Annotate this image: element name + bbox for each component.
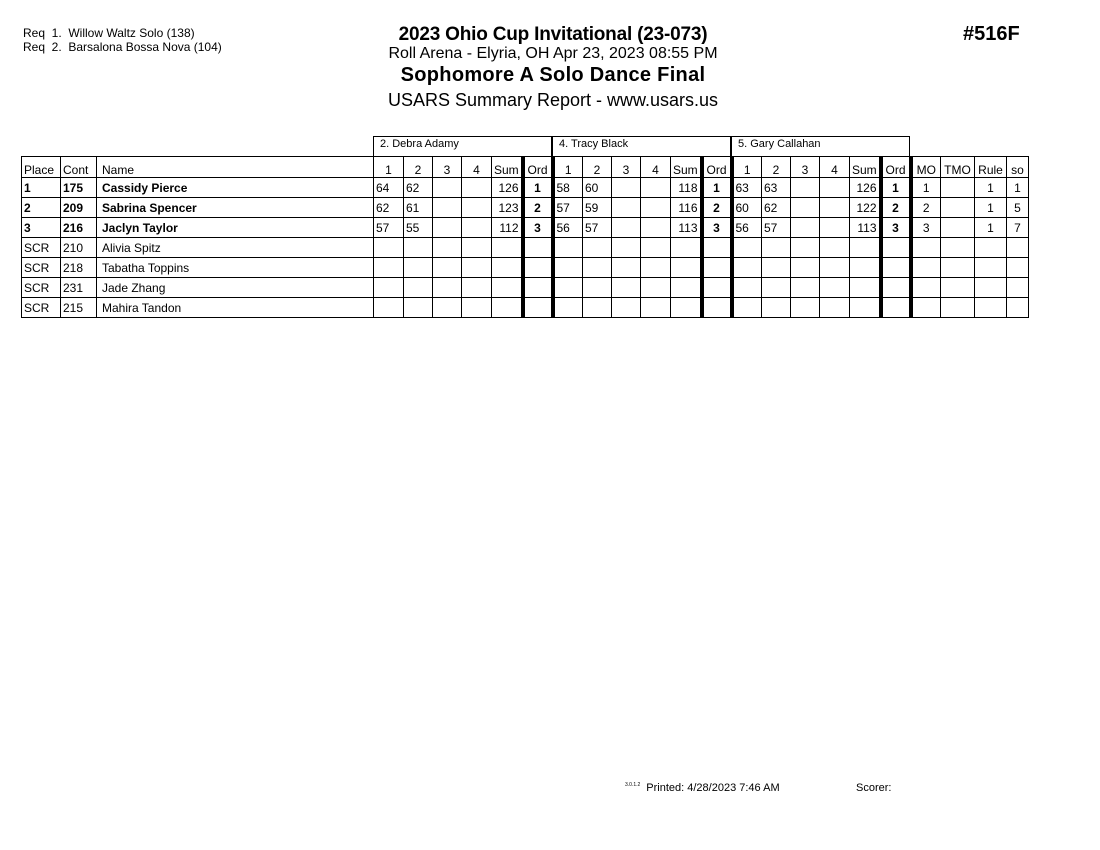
judge-headers [373, 136, 910, 156]
score-cell: 57 [762, 218, 791, 238]
score-cell [433, 238, 462, 258]
venue-datetime: Roll Arena - Elyria, OH Apr 23, 2023 08:55 PM [388, 45, 718, 62]
col-header-place: Place [22, 157, 61, 178]
skater-name-cell: Jade Zhang [97, 278, 374, 298]
score-cell [641, 298, 671, 318]
score-cell [791, 198, 820, 218]
score-cell [791, 178, 820, 198]
contestant-number-cell: 218 [61, 258, 97, 278]
score-cell: 56 [732, 218, 762, 238]
ordinal-cell: 1 [523, 178, 553, 198]
requirements-list [23, 26, 222, 54]
score-cell: 63 [732, 178, 762, 198]
col-header-score: 3 [433, 157, 462, 178]
ordinal-cell: 2 [702, 198, 732, 218]
mo-cell [911, 278, 941, 298]
score-cell: 61 [404, 198, 433, 218]
sum-cell [492, 258, 523, 278]
ordinal-cell: 2 [523, 198, 553, 218]
rule-cell [975, 298, 1007, 318]
requirement-1: Req 1. Willow Waltz Solo (138) [23, 26, 195, 40]
skater-name-cell: Mahira Tandon [97, 298, 374, 318]
score-cell [732, 298, 762, 318]
scorer-label: Scorer: [856, 782, 892, 794]
requirement-2: Req 2. Barsalona Bossa Nova (104) [23, 40, 222, 54]
ordinal-cell [881, 258, 911, 278]
score-cell [583, 298, 612, 318]
sum-cell: 123 [492, 198, 523, 218]
score-cell [762, 238, 791, 258]
judge-header-3: 5. Gary Callahan [731, 136, 910, 156]
table-row [22, 178, 1029, 198]
contestant-number-cell: 175 [61, 178, 97, 198]
version-mark: 3.0.1.2 [625, 782, 641, 789]
report-title: USARS Summary Report - www.usars.us [387, 90, 719, 110]
score-cell: 59 [583, 198, 612, 218]
place-cell: 2 [22, 198, 61, 218]
score-cell [820, 278, 850, 298]
score-cell [791, 258, 820, 278]
sum-cell: 118 [671, 178, 702, 198]
col-header-sum: Sum [850, 157, 881, 178]
ordinal-cell [523, 298, 553, 318]
ordinal-cell [523, 238, 553, 258]
col-header-score: 2 [583, 157, 612, 178]
score-cell [462, 278, 492, 298]
sum-cell [671, 258, 702, 278]
score-cell [374, 258, 404, 278]
score-cell [612, 298, 641, 318]
score-cell [433, 258, 462, 278]
col-header-score: 1 [732, 157, 762, 178]
col-header-score: 1 [374, 157, 404, 178]
score-cell [762, 278, 791, 298]
score-cell [641, 218, 671, 238]
score-cell [553, 238, 583, 258]
score-cell [641, 238, 671, 258]
sum-cell [492, 298, 523, 318]
score-cell [820, 258, 850, 278]
tmo-cell [941, 238, 975, 258]
sum-cell: 113 [850, 218, 881, 238]
place-cell: SCR [22, 278, 61, 298]
score-cell [820, 238, 850, 258]
score-cell [641, 278, 671, 298]
sum-cell: 126 [492, 178, 523, 198]
col-header-rule: Rule [975, 157, 1007, 178]
col-header-sum: Sum [671, 157, 702, 178]
score-cell [374, 238, 404, 258]
score-cell: 62 [374, 198, 404, 218]
tmo-cell [941, 178, 975, 198]
table-row [22, 278, 1029, 298]
printed-date: Printed: 4/28/2023 7:46 AM [646, 782, 780, 794]
score-cell [433, 218, 462, 238]
score-cell: 57 [374, 218, 404, 238]
sum-cell [850, 278, 881, 298]
ordinal-cell [523, 278, 553, 298]
score-cell: 60 [583, 178, 612, 198]
score-cell: 56 [553, 218, 583, 238]
score-cell [553, 278, 583, 298]
col-header-name: Name [97, 157, 374, 178]
score-cell [553, 258, 583, 278]
sum-cell [671, 278, 702, 298]
score-cell [612, 218, 641, 238]
score-cell [732, 258, 762, 278]
score-cell [612, 178, 641, 198]
printed-info [625, 782, 780, 794]
table-row [22, 238, 1029, 258]
contestant-number-cell: 210 [61, 238, 97, 258]
score-cell [820, 198, 850, 218]
score-cell [820, 298, 850, 318]
tmo-cell [941, 258, 975, 278]
score-cell [732, 238, 762, 258]
skater-name-cell: Alivia Spitz [97, 238, 374, 258]
skater-name-cell: Cassidy Pierce [97, 178, 374, 198]
score-cell [762, 298, 791, 318]
score-cell [820, 178, 850, 198]
score-cell [462, 238, 492, 258]
score-cell [612, 198, 641, 218]
ordinal-cell [702, 238, 732, 258]
contestant-number-cell: 216 [61, 218, 97, 238]
score-cell [433, 198, 462, 218]
score-cell: 55 [404, 218, 433, 238]
sum-cell [671, 238, 702, 258]
table-row [22, 218, 1029, 238]
score-cell [612, 258, 641, 278]
sum-cell [850, 298, 881, 318]
skater-name-cell: Jaclyn Taylor [97, 218, 374, 238]
score-cell [791, 218, 820, 238]
score-cell [462, 178, 492, 198]
so-cell: 7 [1007, 218, 1029, 238]
judge-header-1: 2. Debra Adamy [373, 136, 552, 156]
sum-cell: 116 [671, 198, 702, 218]
mo-cell: 3 [911, 218, 941, 238]
contestant-number-cell: 231 [61, 278, 97, 298]
place-cell: 1 [22, 178, 61, 198]
mo-cell [911, 238, 941, 258]
sum-cell [850, 238, 881, 258]
ordinal-cell [702, 258, 732, 278]
score-cell: 60 [732, 198, 762, 218]
place-cell: SCR [22, 238, 61, 258]
rule-cell: 1 [975, 218, 1007, 238]
col-header-score: 3 [791, 157, 820, 178]
score-cell [433, 178, 462, 198]
score-cell: 58 [553, 178, 583, 198]
so-cell [1007, 278, 1029, 298]
score-cell [762, 258, 791, 278]
col-header-ord: Ord [523, 157, 553, 178]
sum-cell [850, 258, 881, 278]
ordinal-cell [702, 278, 732, 298]
score-cell [553, 298, 583, 318]
score-cell [791, 298, 820, 318]
score-cell: 63 [762, 178, 791, 198]
score-cell [732, 278, 762, 298]
score-cell [404, 238, 433, 258]
col-header-score: 4 [641, 157, 671, 178]
rule-cell [975, 238, 1007, 258]
score-cell [583, 258, 612, 278]
tmo-cell [941, 218, 975, 238]
col-header-sum: Sum [492, 157, 523, 178]
col-header-score: 1 [553, 157, 583, 178]
score-cell [462, 218, 492, 238]
sum-cell [671, 298, 702, 318]
score-cell [791, 238, 820, 258]
tmo-cell [941, 298, 975, 318]
sum-cell [492, 278, 523, 298]
col-header-ord: Ord [702, 157, 732, 178]
judge-header-2: 4. Tracy Black [552, 136, 731, 156]
col-header-score: 3 [612, 157, 641, 178]
score-cell [404, 258, 433, 278]
col-header-score: 4 [820, 157, 850, 178]
score-cell [462, 258, 492, 278]
rule-cell [975, 278, 1007, 298]
score-cell [433, 298, 462, 318]
rule-cell: 1 [975, 178, 1007, 198]
contestant-number-cell: 209 [61, 198, 97, 218]
mo-cell: 1 [911, 178, 941, 198]
ordinal-cell [881, 298, 911, 318]
skater-name-cell: Tabatha Toppins [97, 258, 374, 278]
score-cell [374, 278, 404, 298]
competition-title: 2023 Ohio Cup Invitational (23-073) [398, 24, 708, 45]
col-header-score: 2 [404, 157, 433, 178]
score-cell: 62 [762, 198, 791, 218]
rule-cell [975, 258, 1007, 278]
place-cell: 3 [22, 218, 61, 238]
score-cell [433, 278, 462, 298]
event-title: Sophomore A Solo Dance Final [400, 64, 706, 86]
table-header-row [22, 157, 1029, 178]
skater-name-cell: Sabrina Spencer [97, 198, 374, 218]
rule-cell: 1 [975, 198, 1007, 218]
tmo-cell [941, 278, 975, 298]
col-header-tmo: TMO [941, 157, 975, 178]
score-cell [791, 278, 820, 298]
ordinal-cell: 1 [702, 178, 732, 198]
sum-cell: 122 [850, 198, 881, 218]
ordinal-cell [702, 298, 732, 318]
score-cell [583, 238, 612, 258]
mo-cell [911, 258, 941, 278]
sum-cell [492, 238, 523, 258]
place-cell: SCR [22, 258, 61, 278]
ordinal-cell [881, 278, 911, 298]
col-header-cont: Cont [61, 157, 97, 178]
event-number: #516F [963, 23, 1020, 45]
ordinal-cell: 3 [523, 218, 553, 238]
score-cell [462, 298, 492, 318]
col-header-ord: Ord [881, 157, 911, 178]
table-row [22, 298, 1029, 318]
mo-cell: 2 [911, 198, 941, 218]
score-cell [404, 298, 433, 318]
sum-cell: 126 [850, 178, 881, 198]
ordinal-cell: 1 [881, 178, 911, 198]
ordinal-cell [881, 238, 911, 258]
score-cell: 57 [553, 198, 583, 218]
so-cell [1007, 258, 1029, 278]
contestant-number-cell: 215 [61, 298, 97, 318]
score-cell [583, 278, 612, 298]
ordinal-cell: 3 [881, 218, 911, 238]
score-cell: 64 [374, 178, 404, 198]
mo-cell [911, 298, 941, 318]
tmo-cell [941, 198, 975, 218]
ordinal-cell [523, 258, 553, 278]
so-cell [1007, 238, 1029, 258]
table-row [22, 258, 1029, 278]
score-cell [641, 198, 671, 218]
ordinal-cell: 2 [881, 198, 911, 218]
col-header-score: 4 [462, 157, 492, 178]
score-cell [612, 238, 641, 258]
score-cell [820, 218, 850, 238]
score-cell [462, 198, 492, 218]
so-cell [1007, 298, 1029, 318]
score-cell: 62 [404, 178, 433, 198]
ordinal-cell: 3 [702, 218, 732, 238]
sum-cell: 112 [492, 218, 523, 238]
score-cell: 57 [583, 218, 612, 238]
so-cell: 5 [1007, 198, 1029, 218]
score-cell [612, 278, 641, 298]
col-header-score: 2 [762, 157, 791, 178]
sum-cell: 113 [671, 218, 702, 238]
score-cell [641, 258, 671, 278]
place-cell: SCR [22, 298, 61, 318]
score-cell [404, 278, 433, 298]
score-cell [641, 178, 671, 198]
score-cell [374, 298, 404, 318]
scores-table [21, 156, 1029, 318]
col-header-mo: MO [911, 157, 941, 178]
so-cell: 1 [1007, 178, 1029, 198]
table-row [22, 198, 1029, 218]
col-header-so: so [1007, 157, 1029, 178]
